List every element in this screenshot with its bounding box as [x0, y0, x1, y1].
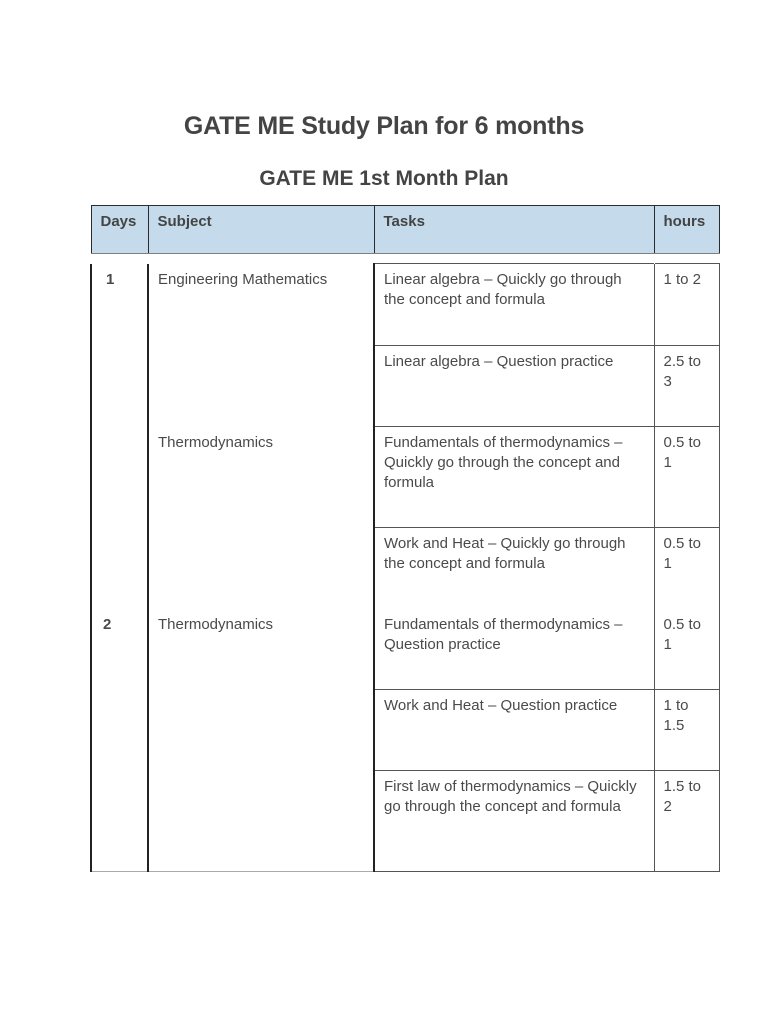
- study-plan-table: [90, 205, 720, 872]
- day-cell: [91, 346, 148, 427]
- column-header-subject: Subject: [148, 206, 374, 254]
- header-spacer: [91, 254, 719, 264]
- task-cell: Fundamentals of thermodynamics – Question practice: [374, 609, 654, 690]
- subject-cell: [148, 771, 374, 872]
- subject-cell: [148, 346, 374, 427]
- day-number: [101, 353, 106, 370]
- subject-cell: Thermodynamics: [148, 609, 374, 690]
- task-cell: Work and Heat – Quickly go through the concept and formula: [374, 528, 654, 609]
- task-cell: Work and Heat – Question practice: [374, 690, 654, 771]
- table-header-row: [91, 206, 719, 254]
- hours-cell: 1.5 to 2: [654, 771, 719, 872]
- column-header-tasks: Tasks: [374, 206, 654, 254]
- page-title-text: GATE ME Study Plan for 6 months: [183, 112, 585, 140]
- hours-cell: 1 to 1.5: [654, 690, 719, 771]
- table-row: [91, 427, 719, 528]
- table-row: [91, 609, 719, 690]
- subject-cell: [148, 528, 374, 609]
- day-cell: [91, 609, 148, 690]
- page-title: [0, 112, 768, 141]
- table-row: [91, 264, 719, 346]
- subject-cell: [148, 690, 374, 771]
- day-number: 1: [106, 270, 115, 288]
- table-row: [91, 690, 719, 771]
- hours-cell: 2.5 to 3: [654, 346, 719, 427]
- day-cell: [91, 771, 148, 872]
- day-number: [101, 434, 106, 451]
- table-row: [91, 346, 719, 427]
- table-row: [91, 771, 719, 872]
- hours-cell: 0.5 to 1: [654, 609, 719, 690]
- day-number: [101, 535, 106, 552]
- day-number: [101, 778, 106, 795]
- hours-cell: 0.5 to 1: [654, 427, 719, 528]
- task-cell: Fundamentals of thermodynamics – Quickly go through the concept and formula: [374, 427, 654, 528]
- subject-cell: Engineering Mathematics: [148, 264, 374, 346]
- task-cell: Linear algebra – Quickly go through the concept and formula: [374, 264, 654, 346]
- column-header-hours: hours: [654, 206, 719, 254]
- day-cell: [91, 427, 148, 528]
- section-title: GATE ME 1st Month Plan: [259, 167, 509, 190]
- hours-cell: 0.5 to 1: [654, 528, 719, 609]
- table-row: [91, 528, 719, 609]
- day-cell: [91, 264, 148, 346]
- subject-cell: Thermodynamics: [148, 427, 374, 528]
- day-number: [101, 697, 106, 714]
- day-cell: [91, 528, 148, 609]
- day-cell: [91, 690, 148, 771]
- day-number: 2: [103, 615, 112, 633]
- task-cell: First law of thermodynamics – Quickly go through the concept and formula: [374, 771, 654, 872]
- column-header-days: Days: [91, 206, 148, 254]
- hours-cell: 1 to 2: [654, 264, 719, 346]
- task-cell: Linear algebra – Question practice: [374, 346, 654, 427]
